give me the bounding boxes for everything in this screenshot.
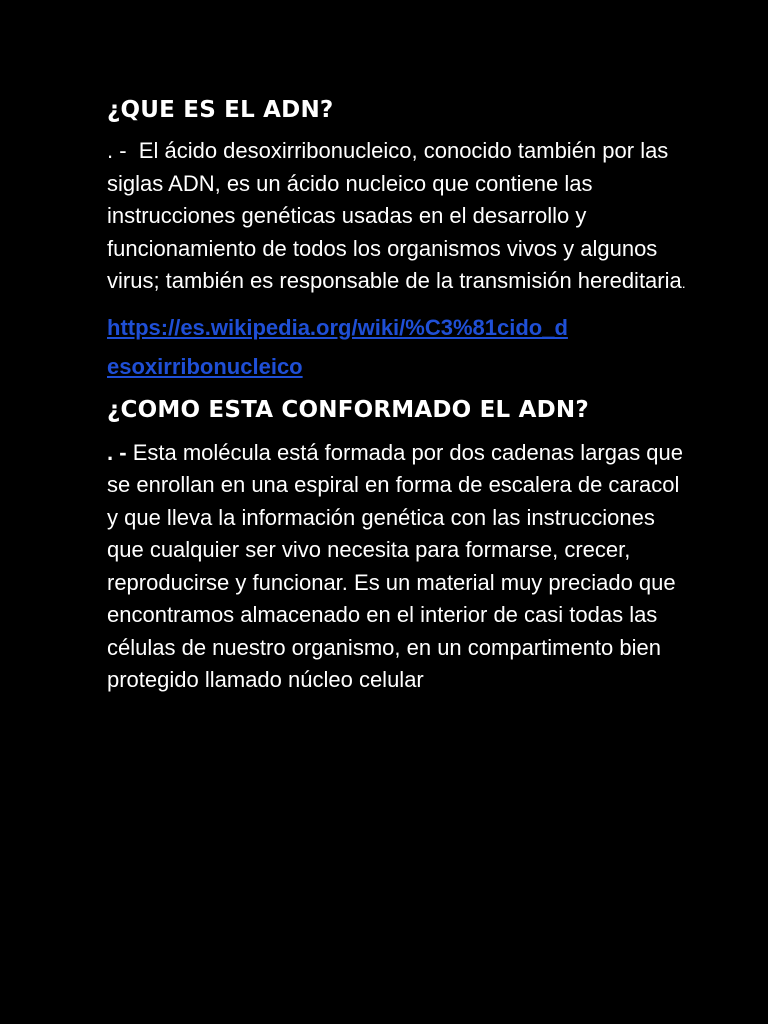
section-1-paragraph xyxy=(107,135,687,300)
section-2-heading: ¿COMO ESTA CONFORMADO EL ADN? xyxy=(107,396,589,423)
document-page xyxy=(107,88,687,697)
section-2-prefix: . - xyxy=(107,439,127,465)
wikipedia-link[interactable]: https://es.wikipedia.org/wiki/%C3%81cido_desoxirribonucleico xyxy=(107,314,568,379)
section-2-body: Esta molécula está formada por dos cadenas largas que se enrollan en una espiral en forma de escalera de caracol y que lleva la información genética con las instrucciones que cualquier ser vivo necesita para formarse, crecer, reproducirse y funcionar. Es un material muy preciado que encontramos almacenado en el interior de casi todas las células de nuestro organismo, en un compartimento bien protegido llamado núcleo celular xyxy=(107,439,684,692)
section-1-heading: ¿QUE ES EL ADN? xyxy=(107,97,334,123)
section-1-body: El ácido desoxirribonucleico, conocido también por las siglas ADN, es un ácido nucleico que contiene las instrucciones genéticas usadas en el desarrollo y funcionamiento de todos los organismos vivos y algunos virus; también es responsable de la transmisión hereditaria xyxy=(107,138,682,293)
section-1-prefix: . - xyxy=(107,138,127,163)
section-2-paragraph xyxy=(107,437,687,697)
section-1-end-mark: . xyxy=(681,275,686,291)
